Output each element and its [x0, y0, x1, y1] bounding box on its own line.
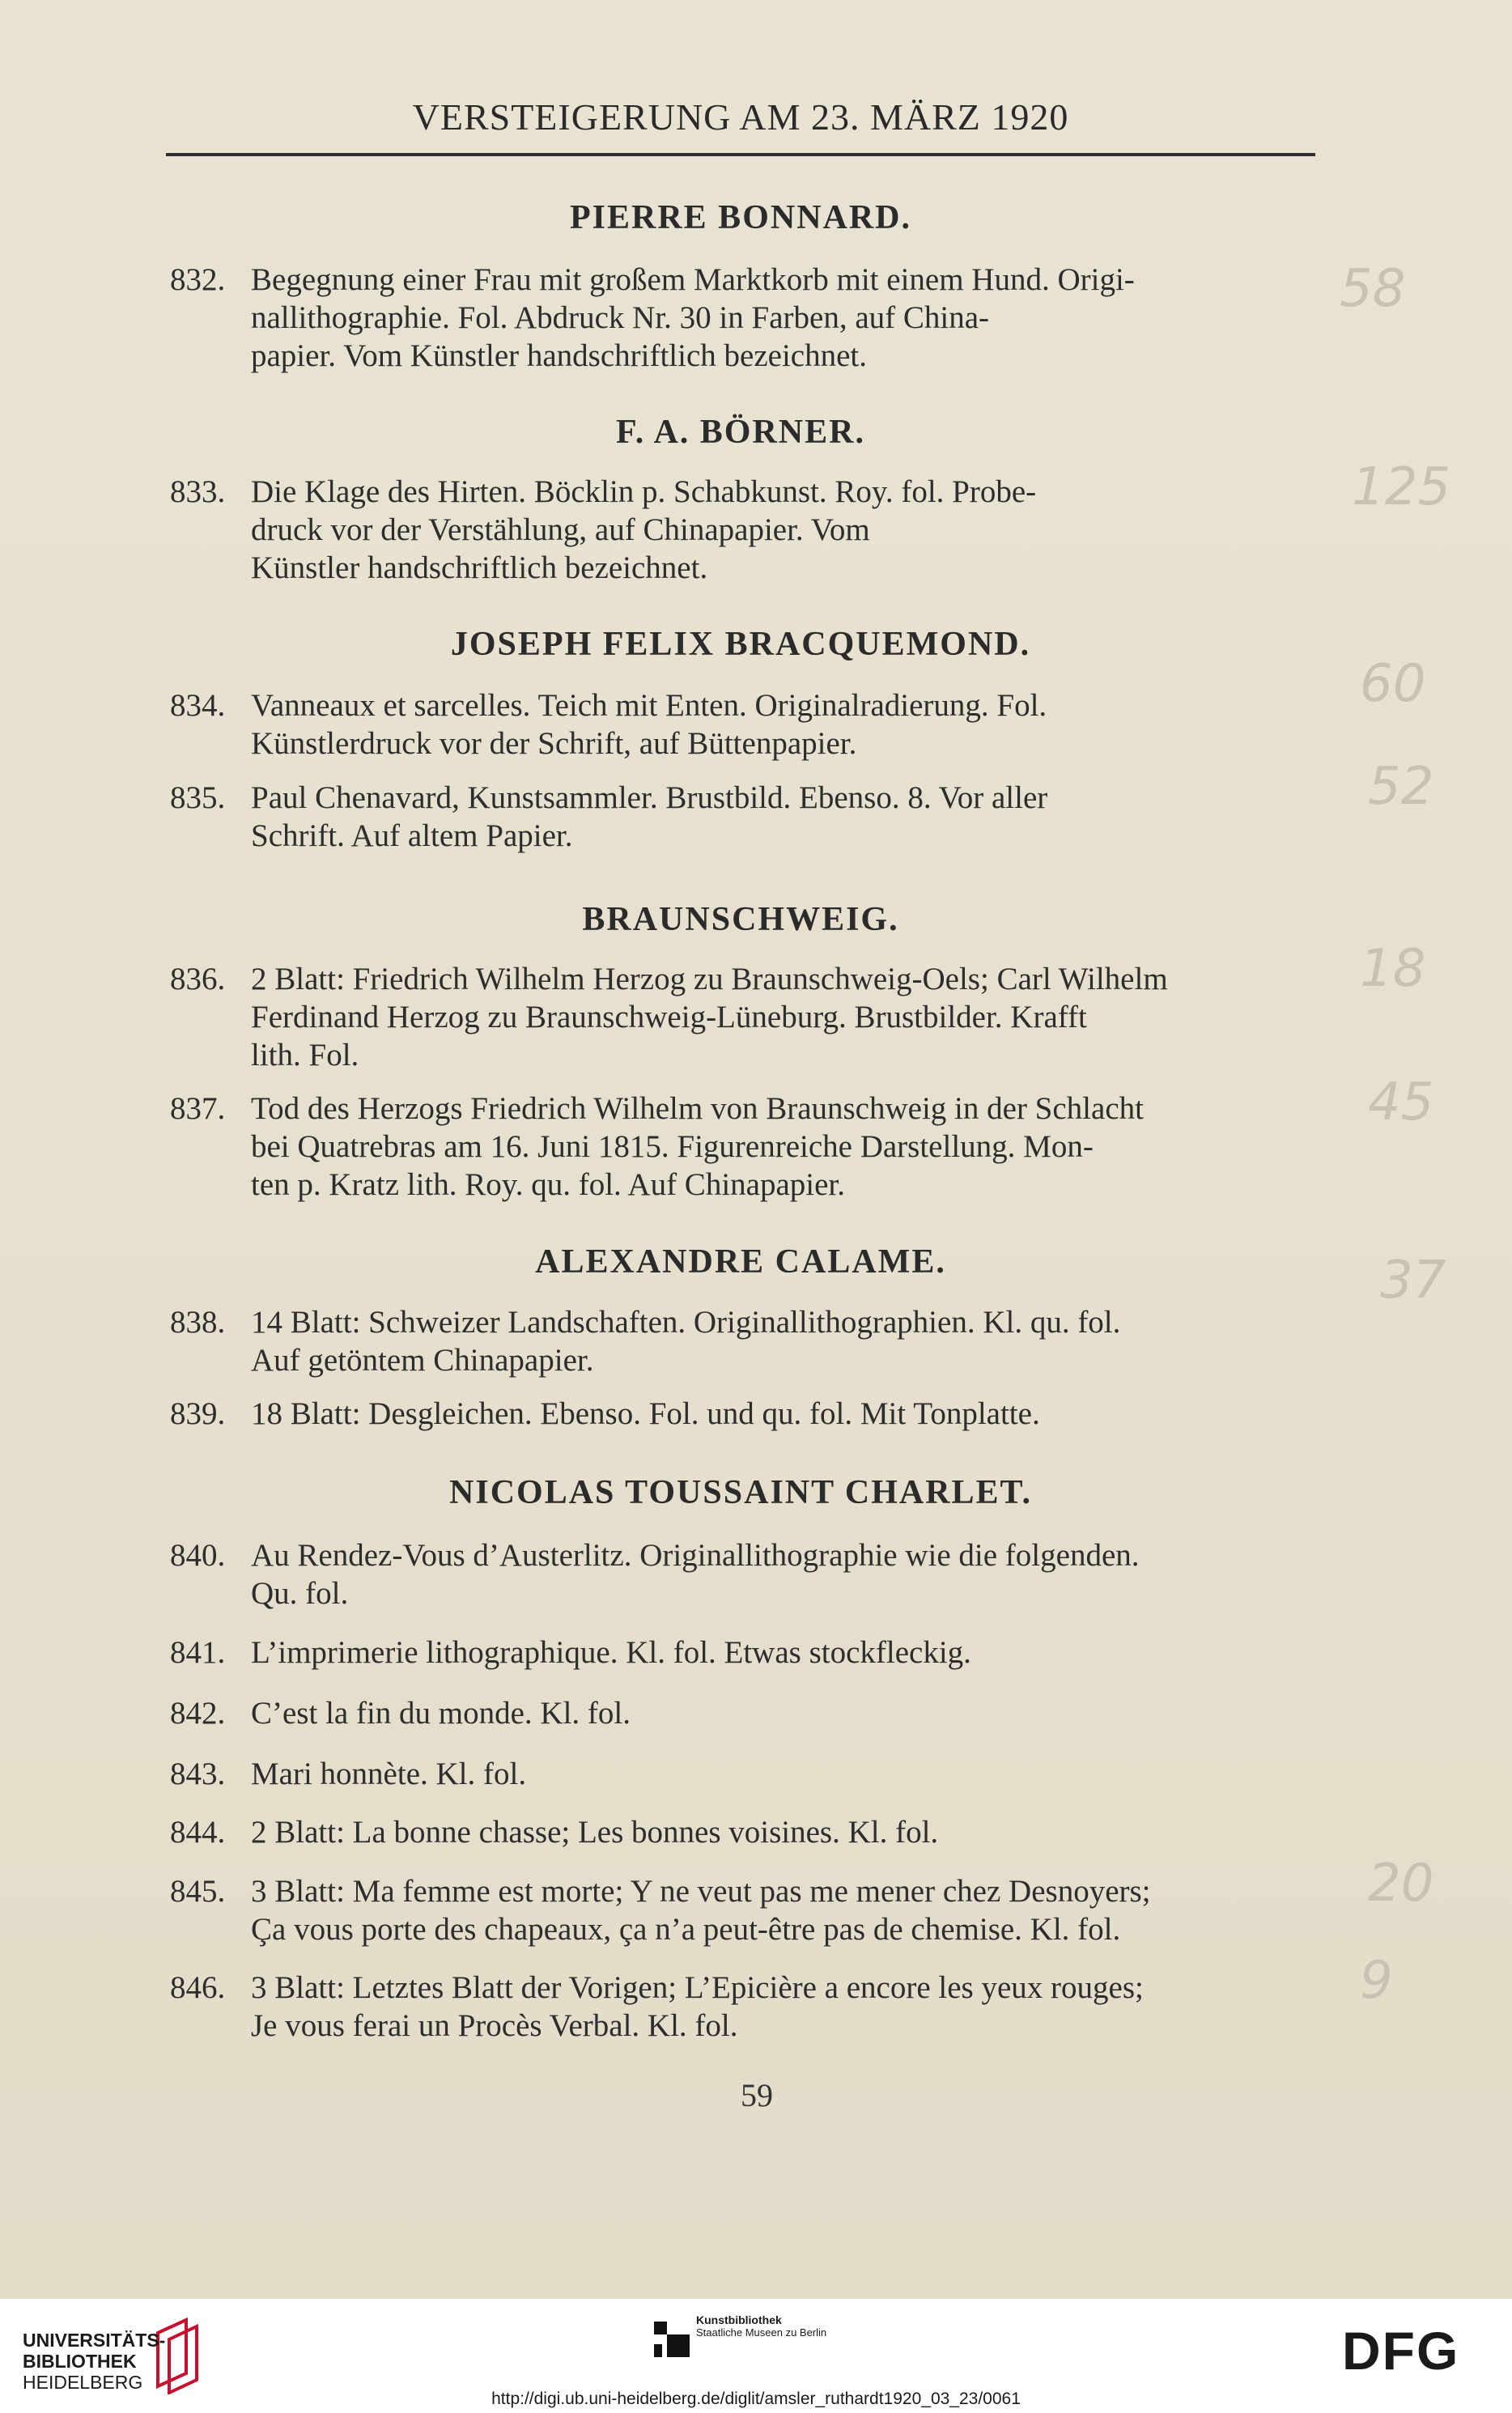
pencil-price: 125 — [1352, 457, 1451, 517]
entry-line: Tod des Herzogs Friedrich Wilhelm von Braunschweig in der Schlacht — [251, 1091, 1144, 1126]
pencil-price: 52 — [1368, 757, 1434, 817]
artist-heading: F. A. BÖRNER. — [615, 414, 865, 451]
entry-line: Paul Chenavard, Kunstsammler. Brustbild. Ebenso. 8. Vor aller — [251, 780, 1048, 815]
lot-number: 835. — [170, 780, 226, 815]
entry-line: ten p. Kratz lith. Roy. qu. fol. Auf Chinapapier. — [251, 1167, 846, 1202]
running-head: VERSTEIGERUNG AM 23. MÄRZ 1920 — [412, 96, 1069, 138]
library-name-line: HEIDELBERG — [23, 2372, 143, 2393]
entry-line: C’est la fin du monde. Kl. fol. — [251, 1696, 631, 1731]
lot-number: 834. — [170, 688, 226, 723]
artist-heading: PIERRE BONNARD. — [569, 199, 912, 236]
entry-line: Vanneaux et sarcelles. Teich mit Enten. Originalradierung. Fol. — [251, 688, 1047, 723]
dfg-logo: DFG — [1342, 2321, 1460, 2381]
entry-line: 18 Blatt: Desgleichen. Ebenso. Fol. und qu. fol. Mit Tonplatte. — [251, 1396, 1040, 1431]
lot-number: 836. — [170, 962, 226, 996]
library-name-line: BIBLIOTHEK — [23, 2351, 137, 2372]
entry-line: Die Klage des Hirten. Böcklin p. Schabkunst. Roy. fol. Probe- — [251, 474, 1037, 509]
entry-line: Ferdinand Herzog zu Braunschweig-Lüneburg. Brustbilder. Krafft — [251, 1000, 1087, 1034]
entry-line: 3 Blatt: Letztes Blatt der Vorigen; L’Epicière a encore les yeux rouges; — [251, 1970, 1144, 2005]
lot-number: 844. — [170, 1815, 226, 1850]
lot-number: 846. — [170, 1970, 226, 2005]
kunstbibliothek-title: Kunstbibliothek — [696, 2313, 782, 2326]
lot-number: 833. — [170, 474, 226, 509]
pencil-price: 18 — [1360, 939, 1426, 999]
lot-number: 840. — [170, 1538, 226, 1573]
pencil-price: 60 — [1360, 654, 1426, 714]
lot-number: 839. — [170, 1396, 226, 1431]
entry-line: Künstlerdruck vor der Schrift, auf Büttenpapier. — [251, 726, 857, 761]
entry-line: Künstler handschriftlich bezeichnet. — [251, 550, 708, 585]
page-number: 59 — [741, 2077, 773, 2113]
library-name-line: UNIVERSITÄTS- — [23, 2330, 166, 2351]
artist-heading: NICOLAS TOUSSAINT CHARLET. — [449, 1474, 1032, 1511]
lot-number: 838. — [170, 1305, 226, 1340]
entry-line: L’imprimerie lithographique. Kl. fol. Etwas stockfleckig. — [251, 1635, 971, 1670]
ub-heidelberg-wordmark — [23, 2330, 165, 2393]
pencil-price: 58 — [1340, 259, 1406, 319]
entry-line: Je vous ferai un Procès Verbal. Kl. fol. — [251, 2008, 738, 2043]
kunstbibliothek-wordmark — [654, 2313, 826, 2339]
lot-number: 842. — [170, 1696, 226, 1731]
lot-number: 832. — [170, 262, 226, 297]
entry-line: nallithographie. Fol. Abdruck Nr. 30 in Farben, auf China- — [251, 300, 990, 335]
pencil-price: 20 — [1368, 1854, 1434, 1914]
entry-line: Au Rendez-Vous d’Austerlitz. Originallithographie wie die folgenden. — [251, 1538, 1140, 1573]
kunstbibliothek-subtitle: Staatliche Museen zu Berlin — [696, 2326, 827, 2339]
source-url-link[interactable]: http://digi.ub.uni-heidelberg.de/diglit/amsler_ruthardt1920_03_23/0061 — [491, 2390, 1021, 2408]
header-rule — [166, 153, 1315, 156]
pencil-price: 37 — [1380, 1251, 1446, 1311]
entry-line: Ça vous porte des chapeaux, ça n’a peut-être pas de chemise. Kl. fol. — [251, 1912, 1121, 1947]
entry-line: papier. Vom Künstler handschriftlich bezeichnet. — [251, 338, 868, 373]
lot-number: 841. — [170, 1635, 226, 1670]
pencil-price: 9 — [1360, 1951, 1393, 2011]
artist-heading: BRAUNSCHWEIG. — [582, 901, 899, 938]
entry-line: Begegnung einer Frau mit großem Marktkorb mit einem Hund. Origi- — [251, 262, 1135, 297]
artist-heading: JOSEPH FELIX BRACQUEMOND. — [450, 626, 1031, 663]
artist-heading: ALEXANDRE CALAME. — [535, 1243, 946, 1281]
lot-number: 843. — [170, 1757, 226, 1791]
entry-line: bei Quatrebras am 16. Juni 1815. Figurenreiche Darstellung. Mon- — [251, 1129, 1094, 1164]
entry-line: 2 Blatt: Friedrich Wilhelm Herzog zu Braunschweig-Oels; Carl Wilhelm — [251, 962, 1168, 996]
entry-line: Schrift. Auf altem Papier. — [251, 818, 573, 853]
lot-number: 837. — [170, 1091, 226, 1126]
entry-line: lith. Fol. — [251, 1038, 359, 1073]
entry-line: druck vor der Verstählung, auf Chinapapier. Vom — [251, 512, 870, 547]
entry-line: 2 Blatt: La bonne chasse; Les bonnes voisines. Kl. fol. — [251, 1815, 939, 1850]
entry-line: Mari honnète. Kl. fol. — [251, 1757, 527, 1791]
entry-line: 3 Blatt: Ma femme est morte; Y ne veut pas me mener chez Desnoyers; — [251, 1874, 1151, 1909]
entry-line: Qu. fol. — [251, 1576, 349, 1611]
entry-line: 14 Blatt: Schweizer Landschaften. Originallithographien. Kl. qu. fol. — [251, 1305, 1121, 1340]
lot-number: 845. — [170, 1874, 226, 1909]
pencil-price: 45 — [1368, 1073, 1434, 1132]
entry-line: Auf getöntem Chinapapier. — [251, 1343, 594, 1378]
